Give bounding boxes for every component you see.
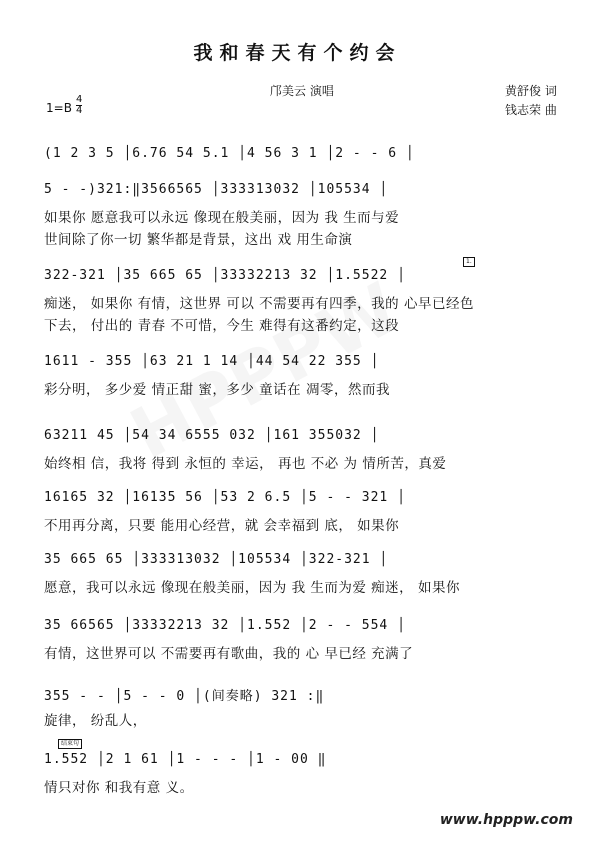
song-title: 我和春天有个约会 [193, 42, 402, 64]
lyric-line: 情只对你 和我有意 义。 [44, 780, 194, 796]
time-signature [76, 95, 82, 116]
first-ending-marker: 1. [463, 257, 475, 267]
notation-row: 322-321 │35 665 65 │33332213 32 │1.5522 │ [44, 268, 406, 283]
lyric-line: 不用再分离，只要 能用心经营，就 会幸福到 底， 如果你 [44, 518, 400, 534]
site-footer: www.hpppw.com [439, 812, 573, 828]
notation-row: 355 - - │5 - - 0 │(间奏略) 321 :‖ [44, 689, 325, 704]
time-signature-bottom: 4 [76, 105, 83, 116]
notation-row: 1611 - 355 │63 21 1 14 │44 54 22 355 │ [44, 354, 380, 369]
notation-row: 63211 45 │54 34 6555 032 │161 355032 │ [44, 428, 380, 443]
notation-row: (1 2 3 5 │6.76 54 5.1 │4 56 3 1 │2 - - 6 │ [44, 146, 415, 161]
lyric-line: 有情，这世界可以 不需要再有歌曲，我的 心 早已经 充满了 [44, 646, 414, 662]
lyric-line: 彩分明， 多少爱 情正甜 蜜，多少 童话在 凋零，然而我 [44, 382, 390, 398]
key-signature: 1=B [46, 101, 72, 115]
notation-row: 5 - -)321:‖3566565 │333313032 │105534 │ [44, 182, 389, 197]
notation-row: 1.552 │2 1 61 │1 - - - │1 - 00 ‖ [44, 752, 327, 767]
lyric-line: 痴迷， 如果你 有情，这世界 可以 不需要再有四季，我的 心早已经色 [44, 296, 474, 312]
lyric-line: 世间除了你一切 繁华都是背景，这出 戏 用生命演 [44, 232, 353, 248]
composer-credit: 钱志荣 曲 [505, 103, 557, 117]
lyricist-credit: 黄舒俊 词 [505, 84, 557, 98]
notation-row: 35 66565 │33332213 32 │1.552 │2 - - 554 │ [44, 618, 406, 633]
time-signature-top: 4 [76, 94, 83, 105]
lyric-line: 如果你 愿意我可以永远 像现在般美丽，因为 我 生而与爱 [44, 210, 400, 226]
lyric-line: 愿意，我可以永远 像现在般美丽，因为 我 生而为爱 痴迷， 如果你 [44, 580, 460, 596]
notation-row: 16165 32 │16135 56 │53 2 6.5 │5 - - 321 │ [44, 490, 406, 505]
lyric-line: 旋律， 纷乱人， [44, 713, 147, 729]
lyric-line: 下去， 付出的 青春 不可惜，今生 难得有这番约定，这段 [44, 318, 400, 334]
singer-credit: 邝美云 演唱 [270, 84, 334, 98]
lyric-line: 始终相 信，我将 得到 永恒的 幸运， 再也 不必 为 情所苦，真爱 [44, 456, 447, 472]
last-ending-marker: 结束句 [58, 739, 82, 749]
notation-row: 35 665 65 │333313032 │105534 │322-321 │ [44, 552, 389, 567]
